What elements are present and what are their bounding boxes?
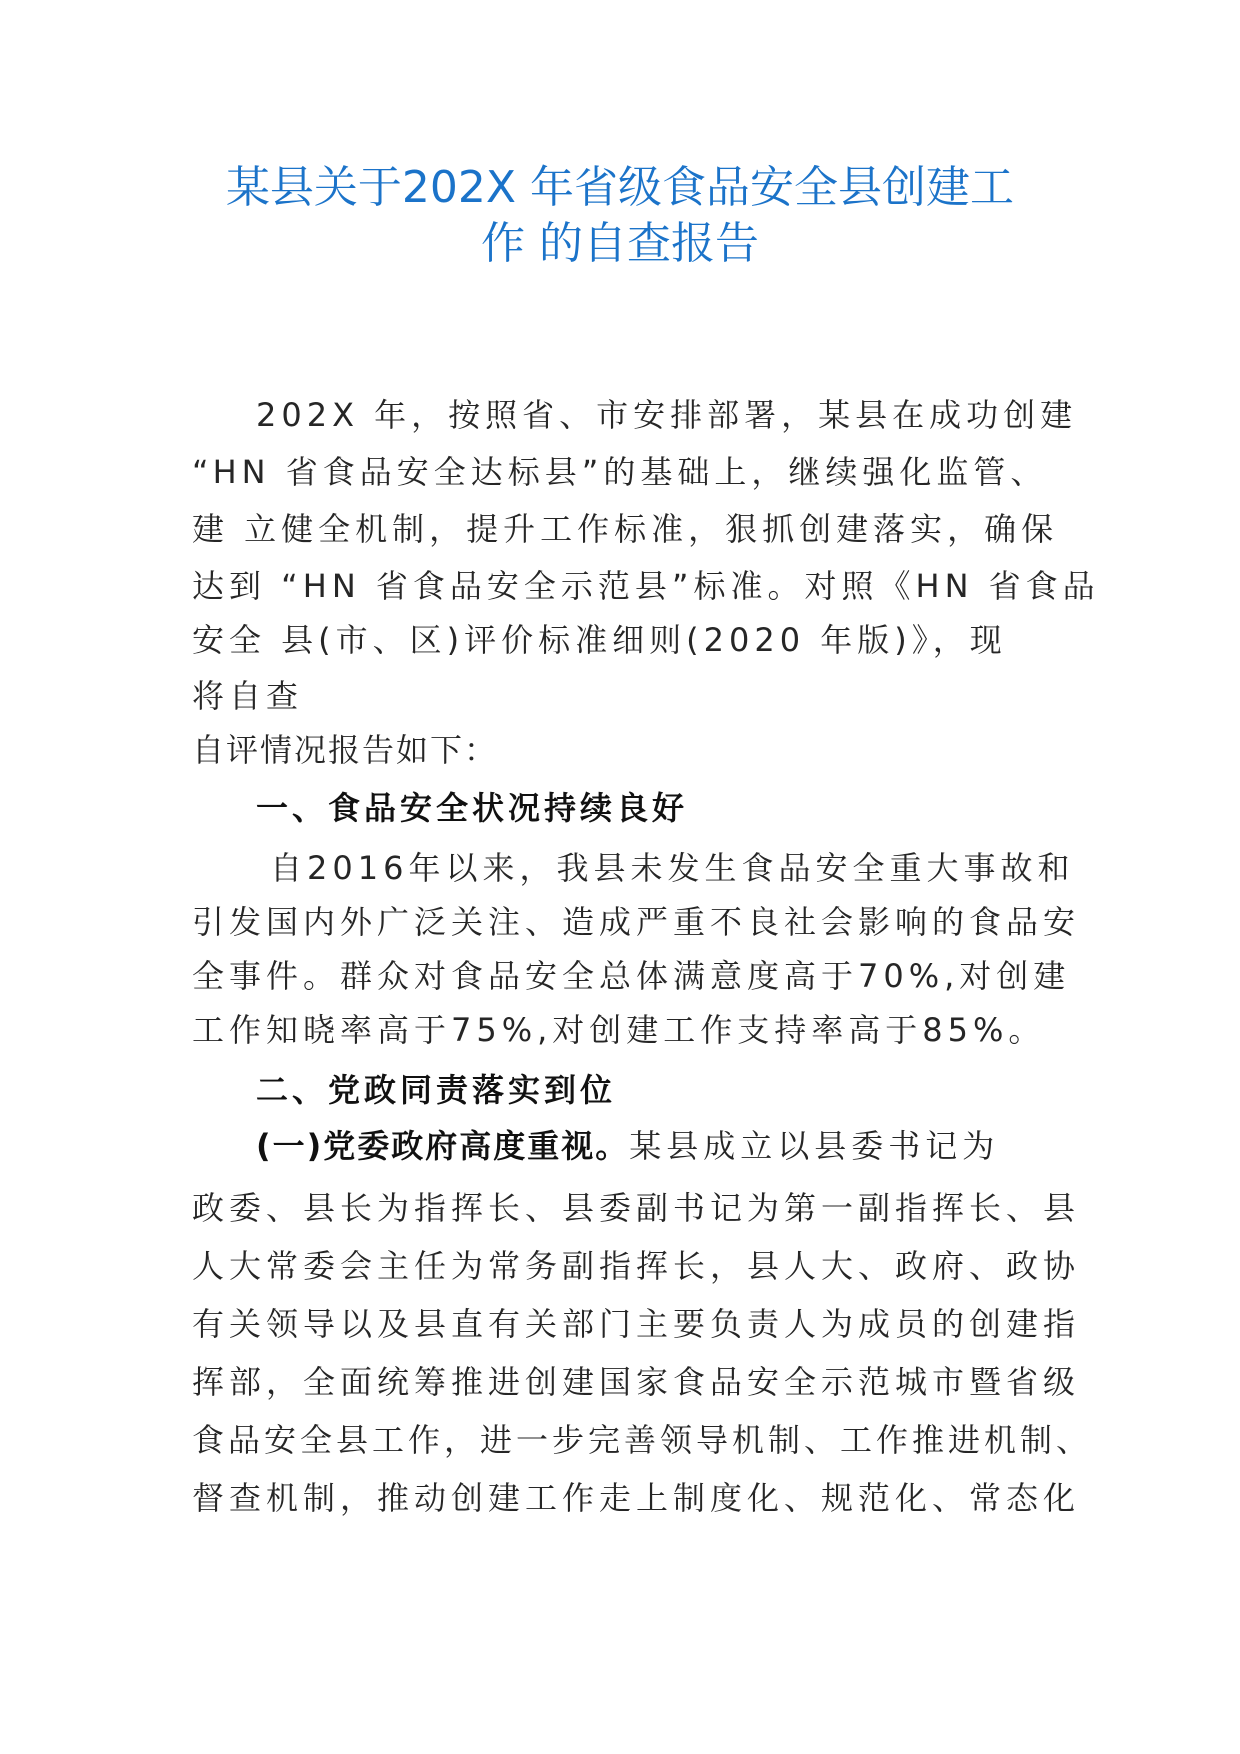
section-1-line: 工作知晓率高于75%,对创建工作支持率高于85%。 — [192, 1011, 1046, 1049]
intro-line: 建 立健全机制，提升工作标准，狠抓创建落实，确保 — [192, 510, 1059, 548]
intro-line: 202X 年，按照省、市安排部署，某县在成功创建 — [256, 396, 1078, 434]
section-2-line: 有关领导以及县直有关部门主要负责人为成员的创建指 — [192, 1305, 1081, 1343]
intro-line: 自评情况报告如下： — [192, 731, 499, 769]
section-2-first-line-text: 某县成立以县委书记为 — [629, 1127, 1000, 1165]
intro-line: 将自查 — [192, 677, 304, 715]
section-2-first-line — [256, 1126, 999, 1166]
section-1-line: 全事件。群众对食品安全总体满意度高于70%,对创建 — [192, 957, 1071, 995]
section-1-heading: 一、食品安全状况持续良好 — [256, 789, 689, 827]
section-2-line: 政委、县长为指挥长、县委副书记为第一副指挥长、县 — [192, 1189, 1081, 1227]
document-title-line-2: 作 的自查报告 — [481, 218, 759, 269]
intro-line: “HN 省食品安全达标县”的基础上，继续强化监管、 — [192, 453, 1048, 491]
section-2-line: 食品安全县工作，进一步完善领导机制、工作推进机制、 — [192, 1421, 1093, 1459]
document-title-line-1: 某县关于202X 年省级食品安全县创建工 — [225, 162, 1015, 213]
section-2-subheading: (一)党委政府高度重视。 — [256, 1127, 630, 1165]
section-1-line: 引发国内外广泛关注、造成严重不良社会影响的食品安 — [192, 903, 1081, 941]
section-2-line: 挥部，全面统筹推进创建国家食品安全示范城市暨省级 — [192, 1363, 1081, 1401]
section-2-heading: 二、党政同责落实到位 — [256, 1071, 617, 1109]
section-1-line: 自2016年以来，我县未发生食品安全重大事故和 — [270, 849, 1075, 887]
intro-line: 达到 “HN 省食品安全示范县”标准。对照《HN 省食品 — [192, 567, 1100, 605]
intro-line: 安全 县(市、区)评价标准细则(2020 年版)》，现 — [192, 621, 1007, 659]
section-2-line: 督查机制，推动创建工作走上制度化、规范化、常态化 — [192, 1479, 1081, 1517]
section-2-line: 人大常委会主任为常务副指挥长，县人大、政府、政协 — [192, 1247, 1081, 1285]
